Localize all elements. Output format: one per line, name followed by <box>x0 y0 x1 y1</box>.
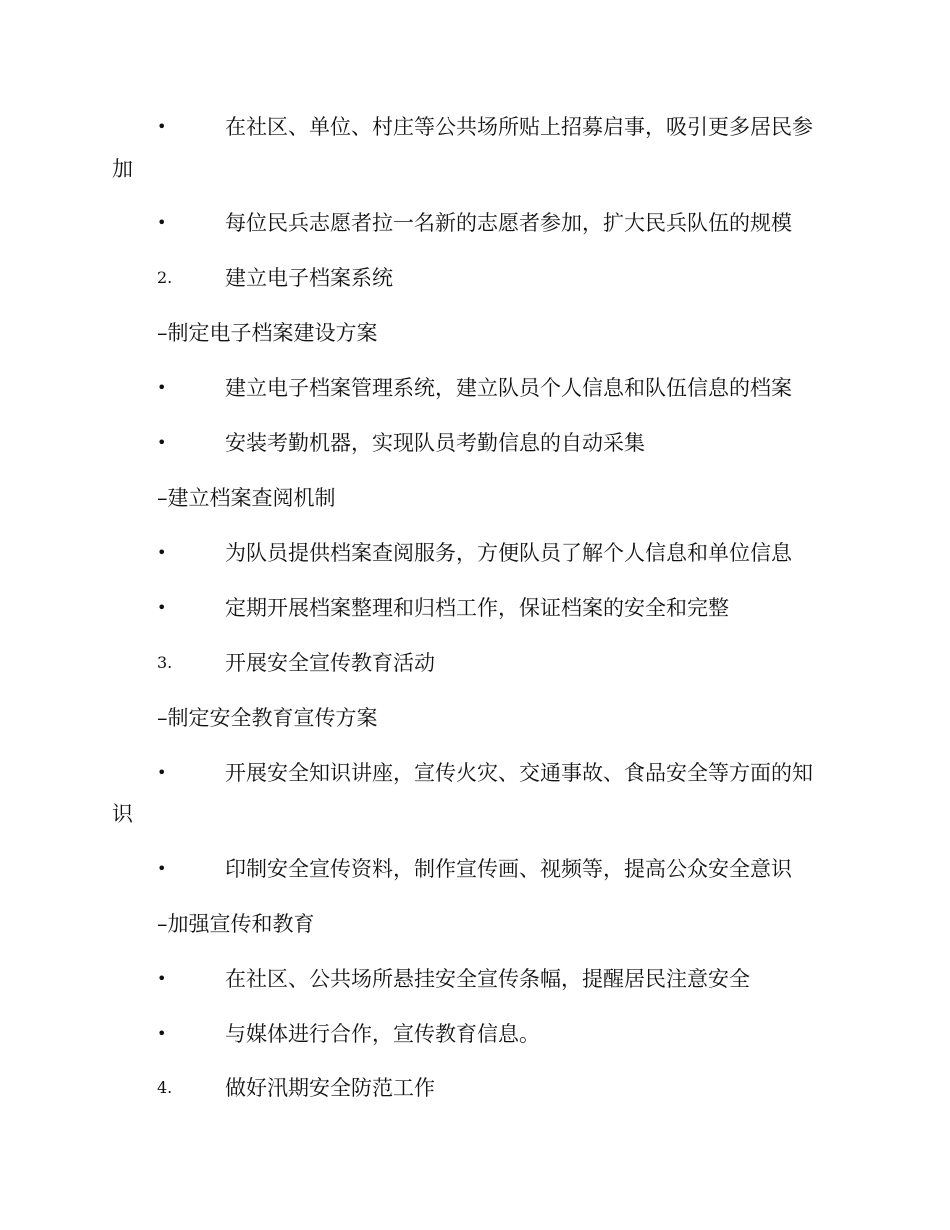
bullet-text: 在社区、单位、村庄等公共场所贴上招募启事，吸引更多居民参 <box>225 115 813 139</box>
bullet-text: 印制安全宣传资料，制作宣传画、视频等，提高公众安全意识 <box>225 857 792 881</box>
bullet-text: 建立电子档案管理系统，建立队员个人信息和队伍信息的档案 <box>225 376 792 400</box>
bullet-marker: • <box>157 1024 167 1043</box>
bullet-marker: • <box>157 543 167 562</box>
bullet-marker: • <box>157 763 167 782</box>
section-number: 3. <box>157 653 173 672</box>
bullet-text: 与媒体进行合作，宣传教育信息。 <box>225 1022 540 1046</box>
section-number: 2. <box>157 268 173 287</box>
bullet-marker: • <box>157 859 167 878</box>
bullet-marker: • <box>157 433 167 452</box>
section-number: 4. <box>157 1078 173 1097</box>
bullet-text: 每位民兵志愿者拉一名新的志愿者参加，扩大民兵队伍的规模 <box>225 211 792 235</box>
section-title: 建立电子档案系统 <box>225 266 393 290</box>
bullet-marker: • <box>157 117 167 136</box>
document-page: • 在社区、单位、村庄等公共场所贴上招募启事，吸引更多居民参 加 • 每位民兵志愿者拉一名新的志愿者参加，扩大民兵队伍的规模 2. 建立电子档案系统 –制定电子档案建设方案 • 建立电子档案管理系统，建立队员个人信息和队伍信息的档案 • 安装考勤机器，实现队员考勤信息的自动采集 –建立档案查阅机制 • 为队员提供档案查阅服务，方便队员了解个人信息和单位信息 • 定期开展档案整理和归档工作，保证档案的安全和完整 3. 开展安全宣传教育活动 –制定安全教育宣传方案 • 开展安全知识讲座，宣传火灾、交通事故、食品安全等方面的知 识 • 印制安全宣传资料，制作宣传画、视频等，提高公众安全意识 –加强宣传和教育 • 在社区、公共场所悬挂安全宣传条幅，提醒居民注意安全 • 与媒体进行合作，宣传教育信息。 4. 做好汛期安全防范工作 <box>112 115 813 1100</box>
bullet-marker: • <box>157 969 167 988</box>
section-title: 做好汛期安全防范工作 <box>225 1076 435 1100</box>
bullet-text: 定期开展档案整理和归档工作，保证档案的安全和完整 <box>225 596 729 620</box>
bullet-marker: • <box>157 213 167 232</box>
bullet-text: 安装考勤机器，实现队员考勤信息的自动采集 <box>225 431 645 455</box>
bullet-marker: • <box>157 378 167 397</box>
section-title: 开展安全宣传教育活动 <box>225 651 435 675</box>
bullet-text: 为队员提供档案查阅服务，方便队员了解个人信息和单位信息 <box>225 541 792 565</box>
bullet-text: 在社区、公共场所悬挂安全宣传条幅，提醒居民注意安全 <box>225 967 750 991</box>
bullet-marker: • <box>157 598 167 617</box>
bullet-text: 开展安全知识讲座，宣传火灾、交通事故、食品安全等方面的知 <box>225 761 813 785</box>
